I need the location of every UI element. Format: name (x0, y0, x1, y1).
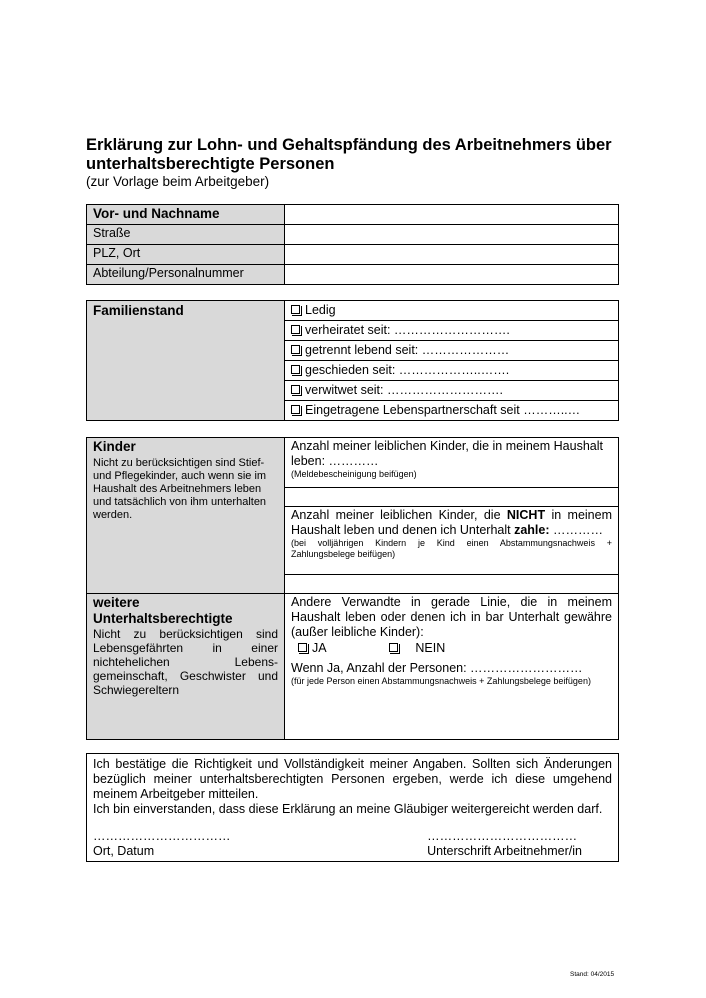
children-not-in-household[interactable]: Anzahl meiner leiblichen Kinder, die NICHT in meinem Haushalt leben und denen ich Unterhalt zahle: ………… (bei volljährigen Kindern je Kind einen Abstammungsnachweis + Zahlungsbelege beifügen) (285, 507, 619, 575)
table-row (87, 265, 619, 285)
checkbox-icon[interactable] (291, 405, 300, 414)
option-single[interactable]: Ledig (285, 301, 619, 321)
zip-city-label: PLZ, Ort (87, 245, 285, 265)
checkbox-icon[interactable] (291, 345, 300, 354)
option-married[interactable]: verheiratet seit: ………………………. (285, 321, 619, 341)
page-subtitle: (zur Vorlage beim Arbeitgeber) (86, 174, 270, 189)
other-dependents-details (285, 594, 619, 740)
children-in-household[interactable]: Anzahl meiner leiblichen Kinder, die in meinem Haushalt leben: ………… (Meldebescheinigung beifügen) (285, 438, 619, 488)
spacer-cell (285, 488, 619, 507)
checkbox-icon[interactable] (291, 305, 300, 314)
other-dependents-note: (für jede Person einen Abstammungsnachweis + Zahlungsbelege beifügen) (291, 676, 591, 686)
children-description: Nicht zu berücksichtigen sind Stief- und Pflegekinder, auch wenn sie im Haushalt des Arbeitnehmers leben und tatsächlich von ihm unterhalten werden. (93, 457, 267, 521)
checkbox-icon[interactable] (291, 365, 300, 374)
checkbox-icon[interactable] (291, 385, 300, 394)
department-field[interactable] (285, 265, 619, 285)
table-row (87, 205, 619, 225)
other-dependents-description: Nicht zu berücksichtigen sind Lebensgefährten in einer nichtehelichen Lebens- gemeinschaft, Geschwister und Schwiegereltern (93, 627, 278, 697)
department-label: Abteilung/Personalnummer (87, 265, 285, 285)
children-section (87, 438, 285, 594)
street-label: Straße (87, 225, 285, 245)
marital-status-label: Familienstand (87, 301, 285, 421)
table-row (87, 245, 619, 265)
no-option[interactable]: NEIN (389, 641, 445, 655)
other-dependents-label: weitere Unterhaltsberechtigte (93, 595, 233, 626)
children-label: Kinder (93, 439, 136, 454)
checkbox-icon[interactable] (291, 325, 300, 334)
option-separated[interactable]: getrennt lebend seit: ………………… (285, 341, 619, 361)
street-field[interactable] (285, 225, 619, 245)
option-divorced[interactable]: geschieden seit: ………………..……. (285, 361, 619, 381)
zip-city-field[interactable] (285, 245, 619, 265)
other-dependents-section (87, 594, 285, 740)
version-stamp: Stand: 04/2015 (570, 971, 615, 978)
consent-text: Ich bin einverstanden, dass diese Erklärung an meine Gläubiger weitergereicht werden darf. (93, 802, 603, 816)
marital-status-table (86, 300, 619, 421)
personal-data-table (86, 204, 619, 285)
spacer-cell (285, 575, 619, 594)
option-partnership[interactable]: Eingetragene Lebenspartnerschaft seit ………..… (285, 401, 619, 421)
signature-field[interactable]: ……………………………… Unterschrift Arbeitnehmer/in (427, 829, 582, 858)
name-field[interactable] (285, 205, 619, 225)
confirmation-box (86, 753, 619, 862)
signature-label: Unterschrift Arbeitnehmer/in (427, 844, 582, 858)
confirmation-text: Ich bestätige die Richtigkeit und Vollständigkeit meiner Angaben. Sollten sich Änderungen bezüglich meiner unterhaltsberechtigten Personen ergeben, werde ich diese umgehend meinem Arbeitgeber mitteilen. (93, 757, 612, 801)
person-count-field[interactable]: Wenn Ja, Anzahl der Personen: ……………………… (291, 661, 583, 675)
dependents-table (86, 437, 619, 740)
yes-option[interactable]: JA (298, 641, 326, 655)
confirmation-cell (87, 754, 619, 862)
name-label: Vor- und Nachname (87, 205, 285, 225)
place-date-field[interactable]: …………………………… Ort, Datum (93, 829, 231, 858)
checkbox-icon[interactable] (298, 643, 307, 652)
checkbox-icon[interactable] (389, 643, 398, 652)
table-row (87, 225, 619, 245)
option-widowed[interactable]: verwitwet seit: ………………………. (285, 381, 619, 401)
place-date-label: Ort, Datum (93, 844, 155, 858)
other-dependents-question: Andere Verwandte in gerade Linie, die in meinem Haushalt leben oder denen ich in bar Unterhalt gewähre (außer leibliche Kinder): (291, 595, 612, 639)
page-title: Erklärung zur Lohn- und Gehaltspfändung des Arbeitnehmers über unterhaltsberechtigte Personen (86, 136, 612, 173)
